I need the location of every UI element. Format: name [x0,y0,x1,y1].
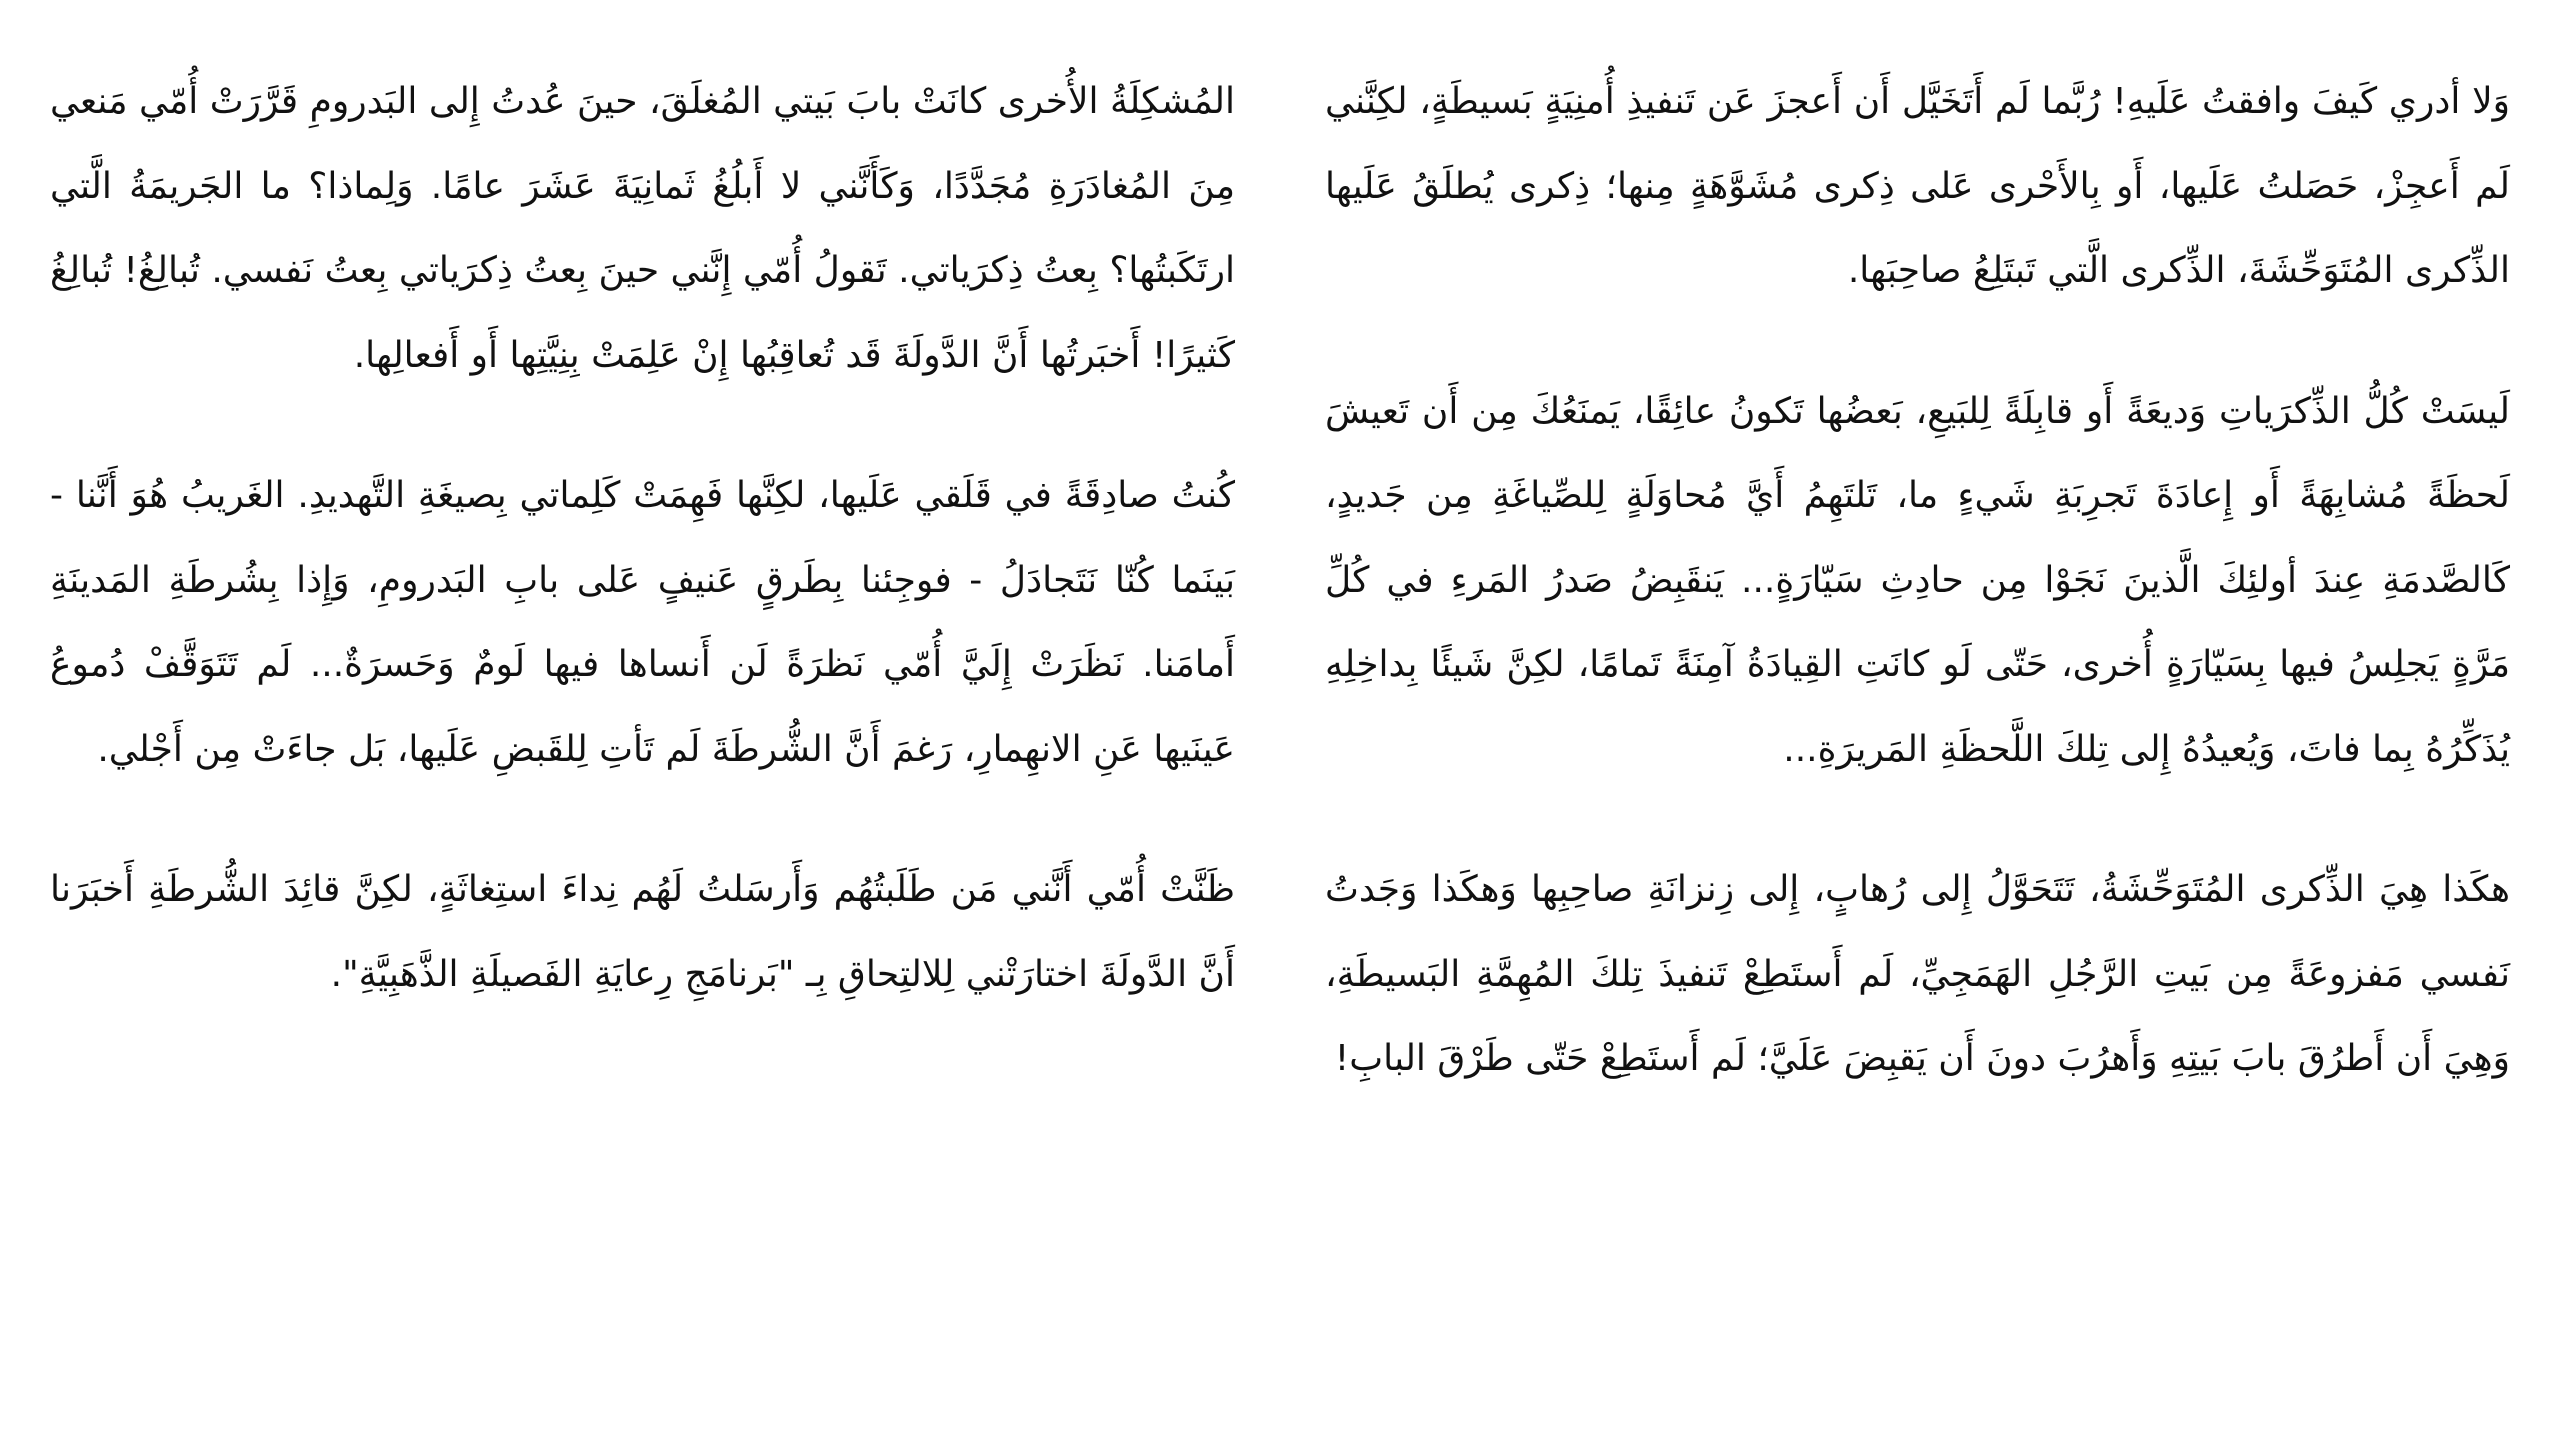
paragraph: كُنتُ صادِقَةً في قَلَقي عَلَيها، لكِنَّها فَهِمَتْ كَلِماتي بِصيغَةِ التَّهديدِ. الغَريبُ هُوَ أَنَّنا - بَينَما كُنّا نَتَجادَلُ - فوجِئنا بِطَرقٍ عَنيفٍ عَلى بابِ البَدرومِ، وَإِذا بِشُرطَةِ المَدينَةِ أَمامَنا. نَظَرَتْ إِلَيَّ أُمّي نَظرَةً لَن أَنساها فيها لَومٌ وَحَسرَةٌ... لَم تَتَوَقَّفْ دُموعُ عَينَيها عَنِ الانهِمارِ، رَغمَ أَنَّ الشُّرطَةَ لَم تَأتِ لِلقَبضِ عَلَيها، بَل جاءَتْ مِن أَجْلي. [50,475,1235,770]
paragraph: لَيسَتْ كُلُّ الذِّكرَياتِ وَديعَةً أَو قابِلَةً لِلبَيعِ، بَعضُها تَكونُ عائِقًا، يَمنَعُكَ مِن أَن تَعيشَ لَحظَةً مُشابِهَةً أَو إِعادَةَ تَجرِبَةِ شَيءٍ ما، تَلتَهِمُ أَيَّ مُحاوَلَةٍ لِلصِّياغَةِ مِن جَديدٍ، كَالصَّدمَةِ عِندَ أولئِكَ الَّذينَ نَجَوْا مِن حادِثِ سَيّارَةٍ... يَنقَبِضُ صَدرُ المَرءِ في كُلِّ مَرَّةٍ يَجلِسُ فيها بِسَيّارَةٍ أُخرى، حَتّى لَو كانَتِ القِيادَةُ آمِنَةً تَمامًا، لكِنَّ شَيئًا بِداخِلِهِ يُذَكِّرُهُ بِما فاتَ، وَيُعيدُهُ إِلى تِلكَ اللَّحظَةِ المَريرَةِ... [1325,390,2510,770]
paragraph: وَلا أدري كَيفَ وافقتُ عَلَيهِ! رُبَّما لَم أَتَخَيَّل أَن أَعجزَ عَن تَنفيذِ أُمنِيَةٍ بَسيطَةٍ، لكِنَّني لَم أَعجِزْ، حَصَلتُ عَلَيها، أَو بِالأَحْرى عَلى ذِكرى مُشَوَّهَةٍ مِنها؛ ذِكرى يُطلَقُ عَلَيها الذِّكرى المُتَوَحِّشَةَ، الذِّكرى الَّتي تَبتَلِعُ صاحِبَها. [1325,81,2510,291]
paragraph: المُشكِلَةُ الأُخرى كانَتْ بابَ بَيتي المُغلَقَ، حينَ عُدتُ إِلى البَدرومِ قَرَّرَتْ أُمّي مَنعي مِنَ المُغادَرَةِ مُجَدَّدًا، وَكَأَنَّني لا أَبلُغُ ثَمانِيَةَ عَشَرَ عامًا. وَلِماذا؟ ما الجَريمَةُ الَّتي ارتَكَبتُها؟ بِعتُ ذِكرَياتي. تَقولُ أُمّي إِنَّني حينَ بِعتُ ذِكرَياتي بِعتُ نَفسي. تُبالِغُ! تُبالِغُ كَثيرًا! أَخبَرتُها أَنَّ الدَّولَةَ قَد تُعاقِبُها إِنْ عَلِمَتْ بِنِيَّتِها أَو أَفعالِها. [50,81,1235,376]
paragraph: ظَنَّتْ أُمّي أَنَّني مَن طَلَبتُهُم وَأَرسَلتُ لَهُم نِداءَ استِغاثَةٍ، لكِنَّ قائِدَ الشُّرطَةِ أَخبَرَنا أَنَّ الدَّولَةَ اختارَتْني لِلالتِحاقِ بِـ "بَرنامَجِ رِعايَةِ الفَصيلَةِ الذَّهَبِيَّةِ". [50,869,1235,995]
paragraph: هكَذا هِيَ الذِّكرى المُتَوَحِّشَةُ، تَتَحَوَّلُ إِلى رُهابٍ، إِلى زِنزانَةِ صاحِبِها وَهكَذا وَجَدتُ نَفسي مَفزوعَةً مِن بَيتِ الرَّجُلِ الهَمَجِيِّ، لَم أَستَطِعْ تَنفيذَ تِلكَ المُهِمَّةِ البَسيطَةِ، وَهِيَ أَن أَطرُقَ بابَ بَيتِهِ وَأَهرُبَ دونَ أَن يَقبِضَ عَلَيَّ؛ لَم أَستَطِعْ حَتّى طَرْقَ البابِ! [1325,869,2510,1079]
right-text-column [1325,60,2510,1102]
left-text-column [50,60,1235,1017]
